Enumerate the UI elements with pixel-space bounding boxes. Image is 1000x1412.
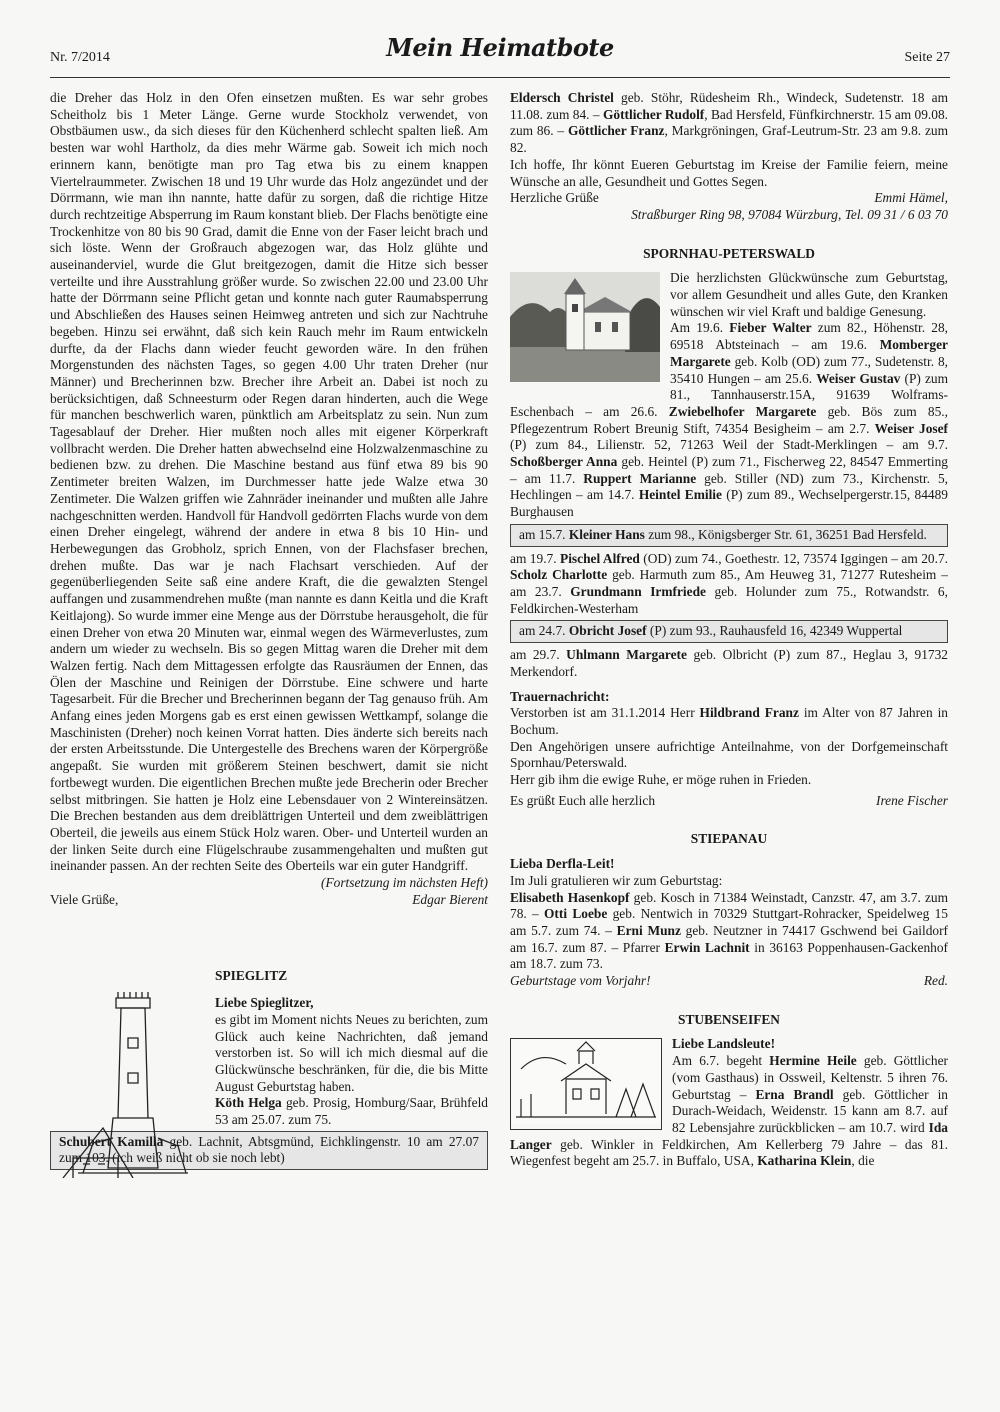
highlight-box-1 — [510, 524, 948, 547]
person-name: Zwiebelhofer Margarete — [668, 403, 817, 419]
top-signature — [510, 190, 948, 207]
section-title-spieglitz: SPIEGLITZ — [215, 968, 288, 984]
birthday-list-top — [510, 90, 948, 157]
entry-text: geb. Kosch in 71384 Weinstadt, Canzstr. 47, am 3.7. zum 78. – — [510, 889, 949, 922]
prayer-text: Herr gib ihm die ewige Ruhe, er möge ruhen in Frieden. — [510, 772, 812, 788]
person-name: Obricht Josef — [568, 623, 647, 639]
entry-text: geb. Harmuth zum 85., Am Heuweg 31, 71277 Rutesheim – am 23.7. — [510, 567, 948, 599]
person-name: Momberger Margarete — [670, 337, 948, 369]
author-address: Straßburger Ring 98, 97084 Würzburg, Tel. 09 31 / 6 03 70 — [631, 206, 948, 222]
entry-text: geb. Neutzner in 74417 Gschwend bei Gaildorf am 16.7. zum 87. – Pfarrer — [510, 922, 949, 955]
entry-text: (P) zum 93., Rauhausfeld 16, 42349 Wuppertal — [646, 623, 903, 639]
person-name: Schoßberger Anna — [510, 454, 618, 470]
spieglitz-section — [50, 968, 488, 1170]
greeting: Es grüßt Euch alle herzlich — [510, 792, 656, 808]
section-title-stiepanau: STIEPANAU — [690, 831, 768, 847]
mourning-title: Trauernachricht: — [510, 688, 610, 704]
note-text: Geburtstage vom Vorjahr! — [510, 973, 651, 989]
wish-text: Ich hoffe, Ihr könnt Eueren Geburtstag im Kreise der Familie feiern, meine Wünsche an alle, Gesundheit und Gottes Segen. — [510, 156, 948, 189]
person-name: Uhlmann Margarete — [566, 647, 687, 663]
entry-text: am 24.7. — [519, 623, 569, 639]
entry-text: (OD) zum 74., Goethestr. 12, 73574 Iggingen – am 20.7. — [639, 550, 948, 566]
person-name: Eldersch Christel — [510, 90, 614, 105]
person-name: Ida Langer — [510, 1119, 948, 1152]
stiepanau-salutation: Lieba Derfla-Leit! — [510, 856, 615, 872]
person-name: Scholz Charlotte — [510, 567, 608, 583]
entry-text: , Bad Hersfeld, Fünfkirchnerstr. 15 am 09.08. zum 86. – — [510, 106, 949, 139]
person-name: Grundmann Irmfriede — [570, 583, 706, 599]
entry-text: zum 98., Königsberger Str. 61, 36251 Bad Hersfeld. — [644, 526, 927, 542]
spornhau-birthdays-2 — [510, 551, 948, 618]
author-name: Irene Fischer — [875, 792, 948, 808]
masthead-logo: Mein Heimatbote — [386, 33, 614, 62]
chapel-illustration — [510, 1038, 662, 1130]
stiepanau-intro: Im Juli gratulieren wir zum Geburtstag: — [510, 872, 723, 888]
person-name: Erni Munz — [616, 922, 681, 938]
left-column — [50, 90, 488, 1174]
person-name: Hermine Heile — [769, 1053, 857, 1069]
right-column — [510, 90, 948, 1170]
person-name: Ruppert Marianne — [583, 470, 697, 486]
article-signature — [50, 892, 488, 909]
person-name: Weiser Josef — [874, 420, 948, 436]
entry-text: (P) zum 81., Tannhauserstr.15A, 91639 Wolframs-Eschenbach – am 26.6. — [510, 370, 948, 419]
greeting: Herzliche Grüße — [510, 190, 599, 206]
page-number: Seite 27 — [904, 50, 950, 65]
editor-mark: Red. — [923, 973, 948, 989]
spornhau-intro: Die herzlichsten Glückwünsche zum Geburtstag, vor allem Gesundheit und alles Gute, den Kranken wünschen wir viel Kraft und baldige Genesung. — [670, 270, 948, 319]
entry-text: geb. Lachnit, Abtsgmünd, Eichklingenstr. 10 am 27.07 zum 103. (ich weiß nicht ob sie noch lebt) — [59, 1133, 479, 1166]
person-name: Heintel Emilie — [638, 487, 722, 503]
entry-text: geb. Nentwich in 70329 Stuttgart-Rohracker, Speidelweg 15 am 5.7. zum 74. – — [510, 906, 948, 938]
person-name: Kleiner Hans — [568, 526, 645, 542]
entry-text: zum 82., Höhenstr. 28, 69518 Abtsteinach – am 19.6. — [670, 320, 948, 353]
person-name: Pischel Alfred — [560, 550, 640, 566]
entry-text: geb. Heintel (P) zum 71., Fischerweg 22, 84547 Emmerting – am 11.7. — [510, 454, 948, 486]
entry-text: am 15.7. — [519, 526, 569, 542]
condolence-text: Den Angehörigen unsere aufrichtige Anteilnahme, von der Dorfgemeinschaft Spornhau/Peterswald. — [510, 738, 948, 771]
stiepanau-note — [510, 973, 948, 990]
person-name: Hildbrand Franz — [699, 705, 799, 721]
spieglitz-text: es gibt im Moment nichts Neues zu berichten, zum Glück auch keine Nachrichten, daß jemand verstorben ist. So will ich mich diesmal auf die Glückwünsche beschränken, für die, die bis Mitte August Geburtstag haben. — [215, 1011, 488, 1094]
entry-text: geb. Stöhr, Rüdesheim Rh., Windeck, Sudetenstr. 18 am 11.08. zum 84. – — [510, 90, 949, 122]
person-name: Fieber Walter — [729, 320, 812, 336]
person-name: Elisabeth Hasenkopf — [510, 889, 630, 905]
entry-text: am 19.7. — [510, 550, 561, 566]
person-name: Katharina Klein — [757, 1153, 852, 1169]
person-name: Erwin Lachnit — [664, 939, 750, 955]
person-name: Göttlicher Franz — [567, 123, 665, 139]
entry-text: geb. Olbricht (P) zum 87., Heglau 3, 91732 Merkendorf. — [510, 647, 948, 679]
section-title-spornhau: SPORNHAU-PETERSWALD — [643, 245, 815, 261]
entry-text: (P) zum 89., Wechselpergerstr.15, 84489 Burghausen — [510, 487, 948, 520]
entry-text: , Markgröningen, Graf-Leutrum-Str. 23 am 9.8. zum 82. — [510, 123, 949, 156]
spornhau-signature — [510, 793, 948, 810]
person-name: Göttlicher Rudolf — [602, 106, 705, 122]
entry-text: geb. Göttlicher in Durach-Weidach, Weidenstr. 15 kann am 8.7. auf 82 Lebensjahre zurückblicken – am 10.7. wird — [672, 1086, 948, 1135]
issue-number: Nr. 7/2014 — [50, 50, 110, 65]
stiepanau-birthdays — [510, 890, 948, 974]
tower-illustration — [58, 968, 208, 1178]
stubenseifen-salutation: Liebe Landsleute! — [672, 1036, 776, 1052]
author-name: Edgar Bierent — [412, 891, 488, 907]
entry-text: , die — [851, 1153, 875, 1169]
spieglitz-entry — [215, 1095, 488, 1128]
person-name: Köth Helga — [215, 1095, 282, 1111]
person-name: Weiser Gustav — [816, 370, 901, 386]
article-text: die Dreher das Holz in den Ofen einsetzen mußten. Es war sehr grobes Scheitholz bis 1 Meter Länge. Gerne wurde Stockholz verwendet, von Obstbäumen usw., da sich dieses für den Küchenherd schlecht spalten ließ. Am besten war wohl Hartholz, da dies mehr Wärme gab. Soweit ich mich noch erinnern kann, benötigte man pro Tag etwa bis zu einem knappen Viertelraummeter. Zwischen 18 und 19 Uhr wurde das Holz angezündet und der Dörrmann, wie man ihn nannte, hatte dafür zu sorgen, daß die richtige Hitze durch rechtzeitige Absperrung im Raum konstant blieb. Der Flachs benötigte eine Trockenhitze von 80 bis 90 Grad, damit die Enne von der Faser leicht brach und sich löste. Wenn der Großrauch abgezogen war, das Holz glühte und auseinanderviel, wurde die Glut breitgezogen, damit die Hitze sich besser verteilte und ihre Ausstrahlung größer wurde. So zwischen 22.00 und 23.00 Uhr hatte der Dörrmann seine Pflicht getan und konnte nach guter Raumabsperrung und Abschließen des Hauses seinen Heimweg antreten und sich zur Nachtruhe begeben. Hinzu sei erwähnt, daß sich kein Rauch mehr im Raum entwickeln durfte, da der Flachs dann wieder feucht geworden wäre. In den frühen Morgenstunden des nächsten Tages, so gegen 4.00 Uhr traten Dreher (nur Männer) und Brecherinnen bzw. Brecher ihre Arbeit an. Dabei ist noch zu berücksichtigen, daß Schneesturm oder Regen daran hinderten, auch die Wege für manchen beschwerlich waren, pünktlich am Arbeitsplatz zu sein. Nun zum Tagesablauf der Dreher. Hier mußten noch alles mit eigener Körperkraft vollbracht werden. Die Dreher hatten abwechselnd eine Holzwalzenmaschine zu bedienen bzw. zu drehen. Die Maschine bestand aus fünf etwa 89 bis 90 Zentimeter breiten Walzen, im Durchmesser hatte jede Walze etwa 30 Zentimeter. Die Walzen griffen wie Zahnräder ineinander und mußten alle Jahre nachgeschnitten werden. Handvoll für Handvoll gedörrten Flachs wurde von dem einen Dreher eingelegt, während der andere in etwa 8 bis 10 Hin- und Herbewegungen das Grobholz, sprich Ennen, von der Flachsfaser brechen, drehen mußte. Das war je nach Flachsart verschieden. Auf der gegenüberliegenden Seite saß eine andere Kraft, die die gewalzten Stengel auffangen und zusammendrehen mußte (man nannte es dann Keitla und die Kraft Keitlajong). So wurde immer eine Menge aus der Dörrstube herausgeholt, die für einen Dreher von etwa 20 Minuten war, einmal wegen des Wärmeverlustes, zum andern um wieder zu wechseln. Bis so gegen Mittag waren die Dreher mit dem Walzen fertig. Nach dem Mittagessen erfolgte das Rausräumen der Ennen, das Ölen der Maschine und Reinigen der Dörrstube. Eine schwere und harte Tagesarbeit. Für die Brecher und Brecherinnen begann der Tag genauso früh. Am Anfang eines jeden Morgens gab es erst einen gewissen Wettkampf, solange die Maschinisten (Dreher) noch keinen Vorrat hatten. Dies änderte sich bereits nach der ersten Arbeitsstunde. Die Untergestelle des Brechens waren der Körpergröße angepaßt. Sie wurden mit größerem Steinen beschwert, damit sie nicht fortbewegt wurden. Die eigentlichen Brechen mußte jede Brecherin oder Brecher selbst mitbringen. Sie hatten je Holz eine Lebensdauer von 2 Wintereinsätzen. Die Brechen bestanden aus dem dreiblättrigen Unterteil und dem zweiblättrigen Oberteil, die jeweils aus einem Stück Holz waren. Ober- und Unterteil wurden an der linken Seite durch eine Flügelschraube zusammengehalten und mußten gut ineinander passen. An der rechten Seite des Oberteils war ein guter Handgriff. — [50, 90, 488, 874]
highlight-box-2 — [510, 620, 948, 643]
person-name: Erna Brandl — [755, 1086, 834, 1102]
entry-text: geb. Prosig, Homburg/Saar, Brühfeld 53 am 25.07. zum 75. — [215, 1095, 488, 1128]
entry-text: im Alter von 87 Jahren in Bochum. — [510, 705, 949, 737]
page-header — [50, 33, 950, 80]
entry-text: in 36163 Poppenhausen-Gackenhof am 18.7. zum 73. — [510, 939, 948, 972]
entry-text: geb. Holunder zum 75., Rotwandstr. 6, Feldkirchen-Westerham — [510, 583, 948, 616]
entry-text: Am 19.6. — [670, 320, 730, 336]
author-name: Emmi Hämel, — [874, 190, 948, 206]
entry-text: geb. Stiller (ND) zum 73., Kirchenstr. 5, Hechlingen – am 14.7. — [510, 470, 948, 503]
entry-text: geb. Göttlicher (vom Gasthaus) in Ossweil, Keltenstr. 5 ihren 76. Geburtstag – — [672, 1053, 948, 1102]
person-name: Schubert Kamilla — [59, 1133, 164, 1149]
spieglitz-salutation: Liebe Spieglitzer, — [215, 995, 314, 1011]
spornhau-birthdays-3 — [510, 647, 948, 680]
entry-text: geb. Winkler in Feldkirchen, Am Kellerberg 79 Jahre – das 81. Wiegenfest begeht am 25.7. in Buffalo, USA, — [510, 1136, 948, 1169]
entry-text: Am 6.7. begeht — [672, 1053, 770, 1069]
entry-text: Verstorben ist am 31.1.2014 Herr — [510, 705, 700, 721]
section-title-stubenseifen: STUBENSEIFEN — [678, 1011, 780, 1027]
header-rule — [50, 77, 950, 78]
greeting: Viele Grüße, — [50, 891, 119, 907]
entry-text: (P) zum 84., Lilienstr. 52, 71263 Weil der Stadt-Merklingen – am 9.7. — [510, 437, 948, 453]
entry-text: geb. Bös zum 85., Pflegezentrum Robert Breunig Stift, 74354 Besigheim – am 2.7. — [510, 403, 949, 436]
mourning-text — [510, 705, 948, 738]
entry-text: geb. Kolb (OD) zum 77., Sudetenstr. 8, 35410 Hungen – am 25.6. — [670, 353, 948, 386]
person-name: Otti Loebe — [544, 906, 608, 922]
church-photo — [510, 272, 660, 387]
continuation-note: (Fortsetzung im nächsten Heft) — [321, 875, 488, 891]
entry-text: am 29.7. — [510, 647, 567, 663]
